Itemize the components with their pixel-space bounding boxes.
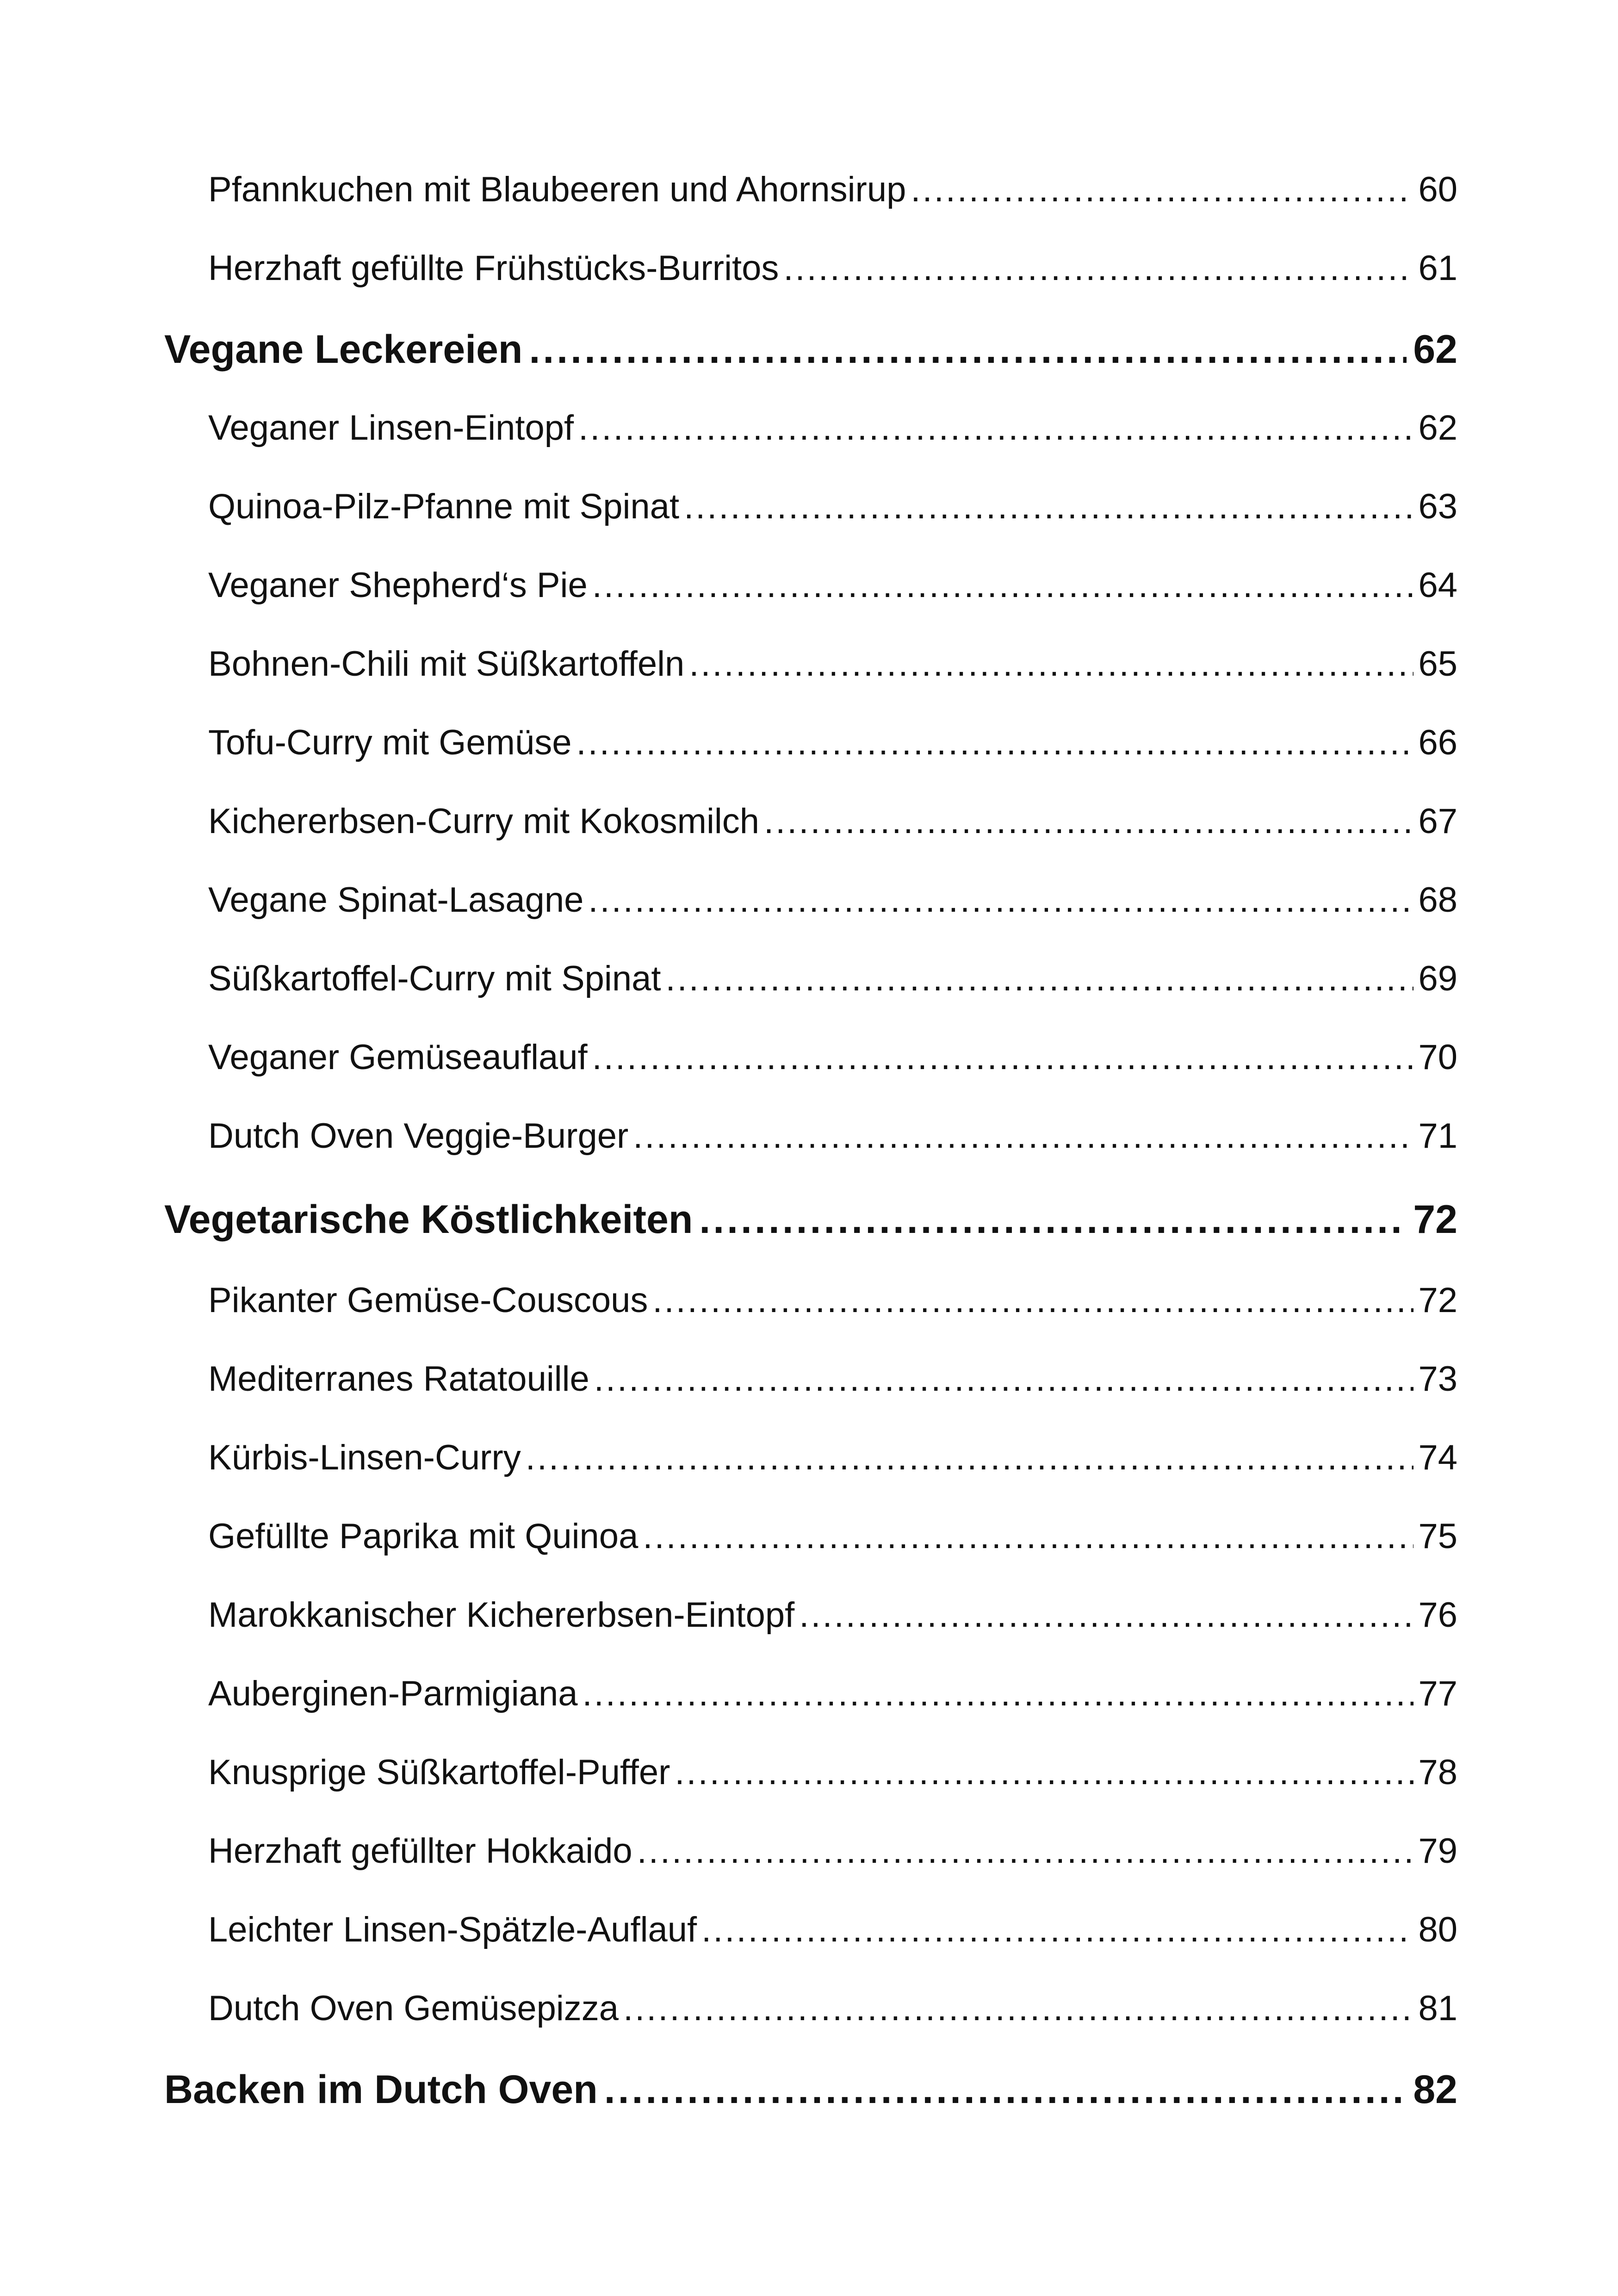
toc-page-number: 73 [1418, 1359, 1457, 1399]
toc-page-number: 62 [1413, 327, 1457, 372]
dot-leader [578, 403, 1413, 454]
toc-page-number: 72 [1413, 1197, 1457, 1242]
toc-page-number: 81 [1418, 1989, 1457, 2028]
toc-title: Süßkartoffel-Curry mit Spinat [208, 959, 661, 998]
dot-leader [799, 1590, 1413, 1641]
dot-leader [675, 1747, 1413, 1798]
dot-leader [592, 560, 1414, 611]
toc-entry[interactable] [208, 164, 1457, 215]
toc-title: Auberginen-Parmigiana [208, 1674, 578, 1713]
dot-leader [577, 717, 1414, 768]
dot-leader [637, 1826, 1414, 1877]
toc-page-number: 78 [1418, 1753, 1457, 1792]
toc-entry[interactable] [208, 481, 1457, 532]
dot-leader [689, 639, 1413, 690]
dot-leader [643, 1511, 1413, 1562]
dot-leader [623, 1983, 1413, 2034]
toc-title: Kichererbsen-Curry mit Kokosmilch [208, 802, 759, 841]
toc-title: Pikanter Gemüse-Couscous [208, 1281, 648, 1320]
toc-title: Veganer Linsen-Eintopf [208, 408, 574, 448]
toc-page-number: 67 [1418, 802, 1457, 841]
toc-entry[interactable] [208, 1354, 1457, 1405]
dot-leader [665, 953, 1413, 1004]
toc-entry[interactable] [208, 1432, 1457, 1483]
toc-page-number: 63 [1418, 487, 1457, 526]
toc-entry[interactable] [208, 639, 1457, 690]
dot-leader [529, 322, 1407, 377]
toc-entry[interactable] [208, 1275, 1457, 1326]
toc-title: Pfannkuchen mit Blaubeeren und Ahornsirup [208, 170, 906, 209]
toc-page-number: 76 [1418, 1595, 1457, 1635]
toc-entry[interactable] [208, 1904, 1457, 1955]
toc-title: Herzhaft gefüllte Frühstücks-Burritos [208, 249, 779, 288]
toc-title: Leichter Linsen-Spätzle-Auflauf [208, 1910, 697, 1949]
dot-leader [592, 1032, 1414, 1083]
toc-title: Knusprige Süßkartoffel-Puffer [208, 1753, 670, 1792]
toc-title: Marokkanischer Kichererbsen-Eintopf [208, 1595, 795, 1635]
toc-page-number: 74 [1418, 1438, 1457, 1477]
toc-section-heading[interactable] [164, 2062, 1457, 2117]
toc-title: Mediterranes Ratatouille [208, 1359, 589, 1399]
toc-title: Vegane Spinat-Lasagne [208, 880, 584, 920]
toc-entry[interactable] [208, 403, 1457, 454]
toc-page-number: 79 [1418, 1831, 1457, 1871]
toc-entry[interactable] [208, 1511, 1457, 1562]
toc-title: Quinoa-Pilz-Pfanne mit Spinat [208, 487, 680, 526]
toc-page-number: 71 [1418, 1116, 1457, 1156]
toc-entry[interactable] [208, 1747, 1457, 1798]
toc-entry[interactable] [208, 1826, 1457, 1877]
dot-leader [701, 1904, 1413, 1955]
dot-leader [594, 1354, 1414, 1405]
toc-entry[interactable] [208, 875, 1457, 926]
toc-page-number: 77 [1418, 1674, 1457, 1713]
dot-leader [684, 481, 1413, 532]
toc-page-number: 69 [1418, 959, 1457, 998]
toc-title: Veganer Shepherd‘s Pie [208, 566, 588, 605]
toc-title: Veganer Gemüseauflauf [208, 1038, 588, 1077]
toc-title: Tofu-Curry mit Gemüse [208, 723, 572, 762]
toc-title: Vegane Leckereien [164, 327, 523, 372]
toc-page-number: 62 [1418, 408, 1457, 448]
toc-entry[interactable] [208, 1111, 1457, 1162]
toc-page-number: 65 [1418, 644, 1457, 684]
toc-section-heading[interactable] [164, 322, 1457, 377]
toc-title: Vegetarische Köstlichkeiten [164, 1197, 693, 1242]
toc-page-number: 70 [1418, 1038, 1457, 1077]
dot-leader [783, 243, 1413, 294]
dot-leader [633, 1111, 1413, 1162]
toc-entry[interactable] [208, 243, 1457, 294]
toc-entry[interactable] [208, 1983, 1457, 2034]
toc-page-number: 80 [1418, 1910, 1457, 1949]
toc-entry[interactable] [208, 717, 1457, 768]
dot-leader [652, 1275, 1413, 1326]
toc-entry[interactable] [208, 560, 1457, 611]
toc-entry[interactable] [208, 953, 1457, 1004]
toc-page-number: 60 [1418, 170, 1457, 209]
toc-entry[interactable] [208, 1590, 1457, 1641]
dot-leader [764, 796, 1413, 847]
toc-entry[interactable] [208, 796, 1457, 847]
toc-entry[interactable] [208, 1668, 1457, 1719]
dot-leader [588, 875, 1413, 926]
dot-leader [582, 1668, 1413, 1719]
toc-title: Dutch Oven Veggie-Burger [208, 1116, 629, 1156]
toc-page-number: 64 [1418, 566, 1457, 605]
toc-page-number: 82 [1413, 2067, 1457, 2112]
dot-leader [911, 164, 1413, 215]
toc-title: Gefüllte Paprika mit Quinoa [208, 1517, 639, 1556]
dot-leader [699, 1192, 1407, 1247]
toc-title: Kürbis-Linsen-Curry [208, 1438, 521, 1477]
toc-page-number: 66 [1418, 723, 1457, 762]
toc-page-number: 61 [1418, 249, 1457, 288]
toc-section-heading[interactable] [164, 1192, 1457, 1247]
toc-title: Herzhaft gefüllter Hokkaido [208, 1831, 632, 1871]
toc-title: Dutch Oven Gemüsepizza [208, 1989, 619, 2028]
toc-title: Backen im Dutch Oven [164, 2067, 598, 2112]
toc-title: Bohnen-Chili mit Süßkartoffeln [208, 644, 685, 684]
toc-page-number: 72 [1418, 1281, 1457, 1320]
toc-entry[interactable] [208, 1032, 1457, 1083]
toc-page-number: 75 [1418, 1517, 1457, 1556]
dot-leader [526, 1432, 1414, 1483]
dot-leader [604, 2062, 1407, 2117]
toc-page-number: 68 [1418, 880, 1457, 920]
